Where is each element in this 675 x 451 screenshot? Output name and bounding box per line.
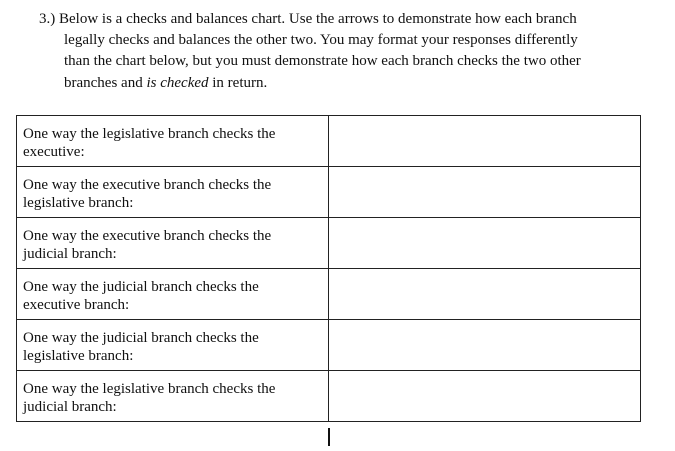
prompt-cell bbox=[17, 167, 329, 218]
text-cursor bbox=[328, 428, 330, 446]
prompt-cell bbox=[17, 116, 329, 167]
prompt-cell bbox=[17, 269, 329, 320]
prompt-text bbox=[17, 116, 328, 161]
response-cell[interactable] bbox=[329, 167, 641, 218]
table-row bbox=[17, 218, 641, 269]
prompt-cell bbox=[17, 371, 329, 422]
question-line-4-start: branches and bbox=[64, 74, 147, 91]
table-row bbox=[17, 269, 641, 320]
question-line-1: 3.) Below is a checks and balances chart. Use the arrows to demonstrate how each branch bbox=[39, 11, 577, 27]
prompt-line: legislative branch: bbox=[23, 195, 134, 211]
table-row bbox=[17, 167, 641, 218]
table-row bbox=[17, 116, 641, 167]
prompt-line: judicial branch: bbox=[23, 399, 117, 415]
question-emphasis: is checked bbox=[146, 74, 209, 91]
table-row bbox=[17, 371, 641, 422]
prompt-line: executive branch: bbox=[23, 297, 130, 313]
question-line-3: than the chart below, but you must demonstrate how each branch checks the two other bbox=[64, 53, 581, 70]
question-prompt bbox=[39, 9, 639, 94]
checks-balances-table bbox=[16, 115, 641, 422]
prompt-line: One way the legislative branch checks the bbox=[23, 126, 276, 142]
table-row bbox=[17, 320, 641, 371]
prompt-line: executive: bbox=[23, 144, 85, 160]
question-line-4-end: in return. bbox=[208, 74, 268, 91]
prompt-line: judicial branch: bbox=[23, 246, 117, 262]
question-line-4 bbox=[39, 73, 639, 94]
prompt-line: One way the executive branch checks the bbox=[23, 177, 272, 193]
prompt-text bbox=[17, 269, 328, 314]
prompt-text bbox=[17, 371, 328, 416]
prompt-line: One way the executive branch checks the bbox=[23, 228, 272, 244]
prompt-line: One way the legislative branch checks the bbox=[23, 381, 276, 397]
prompt-text bbox=[17, 320, 328, 365]
question-line-2: legally checks and balances the other two. You may format your responses differently bbox=[64, 32, 578, 49]
prompt-text bbox=[17, 218, 328, 263]
prompt-line: legislative branch: bbox=[23, 348, 134, 364]
prompt-cell bbox=[17, 218, 329, 269]
response-cell[interactable] bbox=[329, 218, 641, 269]
prompt-line: One way the judicial branch checks the bbox=[23, 279, 259, 295]
response-cell[interactable] bbox=[329, 371, 641, 422]
response-cell[interactable] bbox=[329, 269, 641, 320]
response-cell[interactable] bbox=[329, 116, 641, 167]
prompt-line: One way the judicial branch checks the bbox=[23, 330, 259, 346]
prompt-cell bbox=[17, 320, 329, 371]
response-cell[interactable] bbox=[329, 320, 641, 371]
prompt-text bbox=[17, 167, 328, 212]
